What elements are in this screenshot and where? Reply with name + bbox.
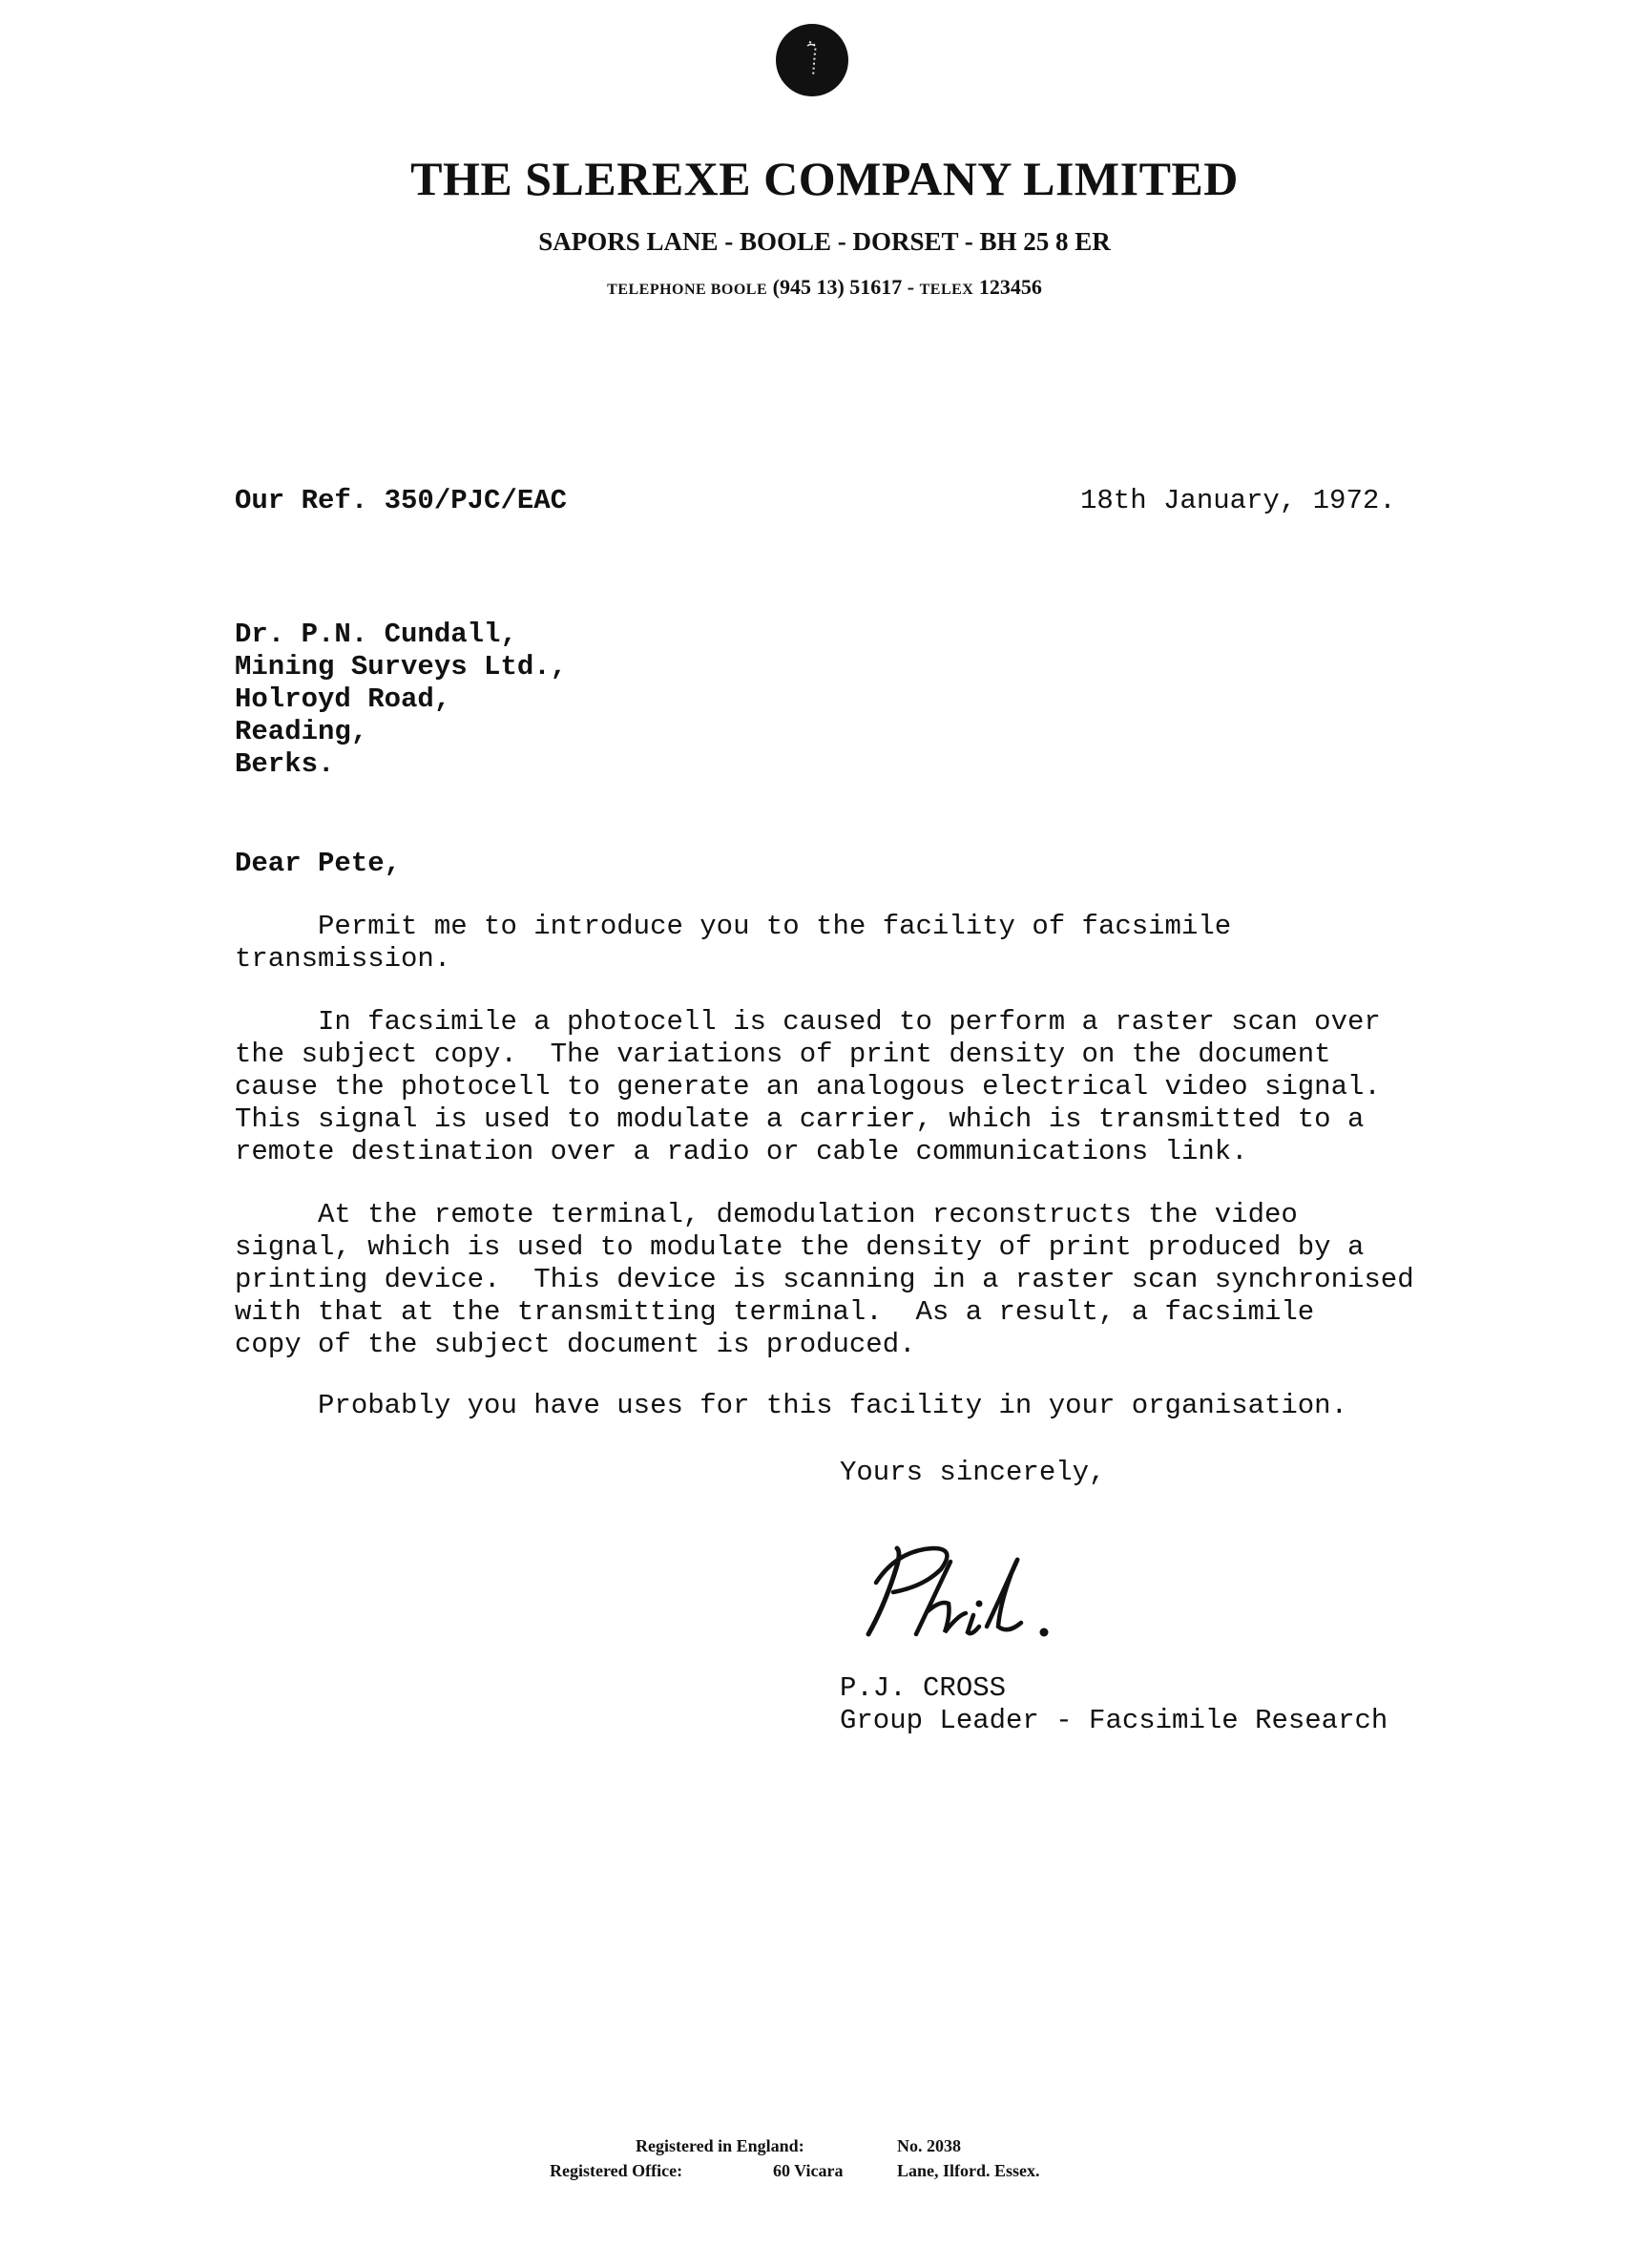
letter-reference: Our Ref. 350/PJC/EAC <box>235 485 568 516</box>
closing: Yours sincerely, <box>840 1457 1106 1488</box>
signer-title: Group Leader - Facsimile Research <box>840 1705 1388 1736</box>
handwritten-signature <box>859 1527 1069 1651</box>
salutation: Dear Pete, <box>235 848 402 879</box>
telex-number: 123456 <box>978 275 1042 299</box>
footer-registered-value: No. 2038 <box>897 2136 961 2155</box>
recipient-line: Mining Surveys Ltd., <box>235 651 568 682</box>
recipient-line: Holroyd Road, <box>235 683 451 715</box>
recipient-line: Reading, <box>235 716 368 747</box>
body-paragraph: In facsimile a photocell is caused to perform a raster scan over the subject copy. The variations of print density on the document cause the photocell to generate an analogous electrical video signal. This signal is used to modulate a carrier, which is transmitted to a remote destination over a radio or cable communications link. <box>235 1006 1381 1167</box>
telex-label: TELEX <box>919 282 974 298</box>
company-name: THE SLEREXE COMPANY LIMITED <box>410 152 1239 205</box>
telephone-label: TELEPHONE BOOLE <box>607 282 768 298</box>
telephone-number: (945 13) 51617 <box>772 275 903 299</box>
body-paragraph: Probably you have uses for this facility in your organisation. <box>235 1390 1347 1421</box>
letter-date: 18th January, 1972. <box>1080 485 1396 516</box>
body-paragraph: At the remote terminal, demodulation reconstructs the video signal, which is used to modulate the density of print produced by a printing device. This device is scanning in a raster scan synchronised with that at the transmitting terminal. As a result, a facsimile copy of the subject document is produced. <box>235 1199 1414 1360</box>
recipient-line: Dr. P.N. Cundall, <box>235 619 517 650</box>
recipient-line: Berks. <box>235 748 335 780</box>
signer-name: P.J. CROSS <box>840 1672 1007 1704</box>
footer-office-value: Lane, Ilford. Essex. <box>897 2161 1040 2180</box>
footer-office-value: 60 Vicara <box>773 2161 844 2180</box>
company-address: SAPORS LANE - BOOLE - DORSET - BH 25 8 ER <box>538 227 1111 256</box>
body-paragraph: Permit me to introduce you to the facility of facsimile transmission. <box>235 911 1232 975</box>
company-telephone-line <box>0 275 1649 300</box>
telephone-separator: - <box>907 275 915 299</box>
footer-registered-label: Registered in England: <box>636 2136 804 2155</box>
recipient-address <box>235 619 567 781</box>
footer-office-label: Registered Office: <box>550 2161 683 2180</box>
company-logo-icon <box>775 23 849 97</box>
